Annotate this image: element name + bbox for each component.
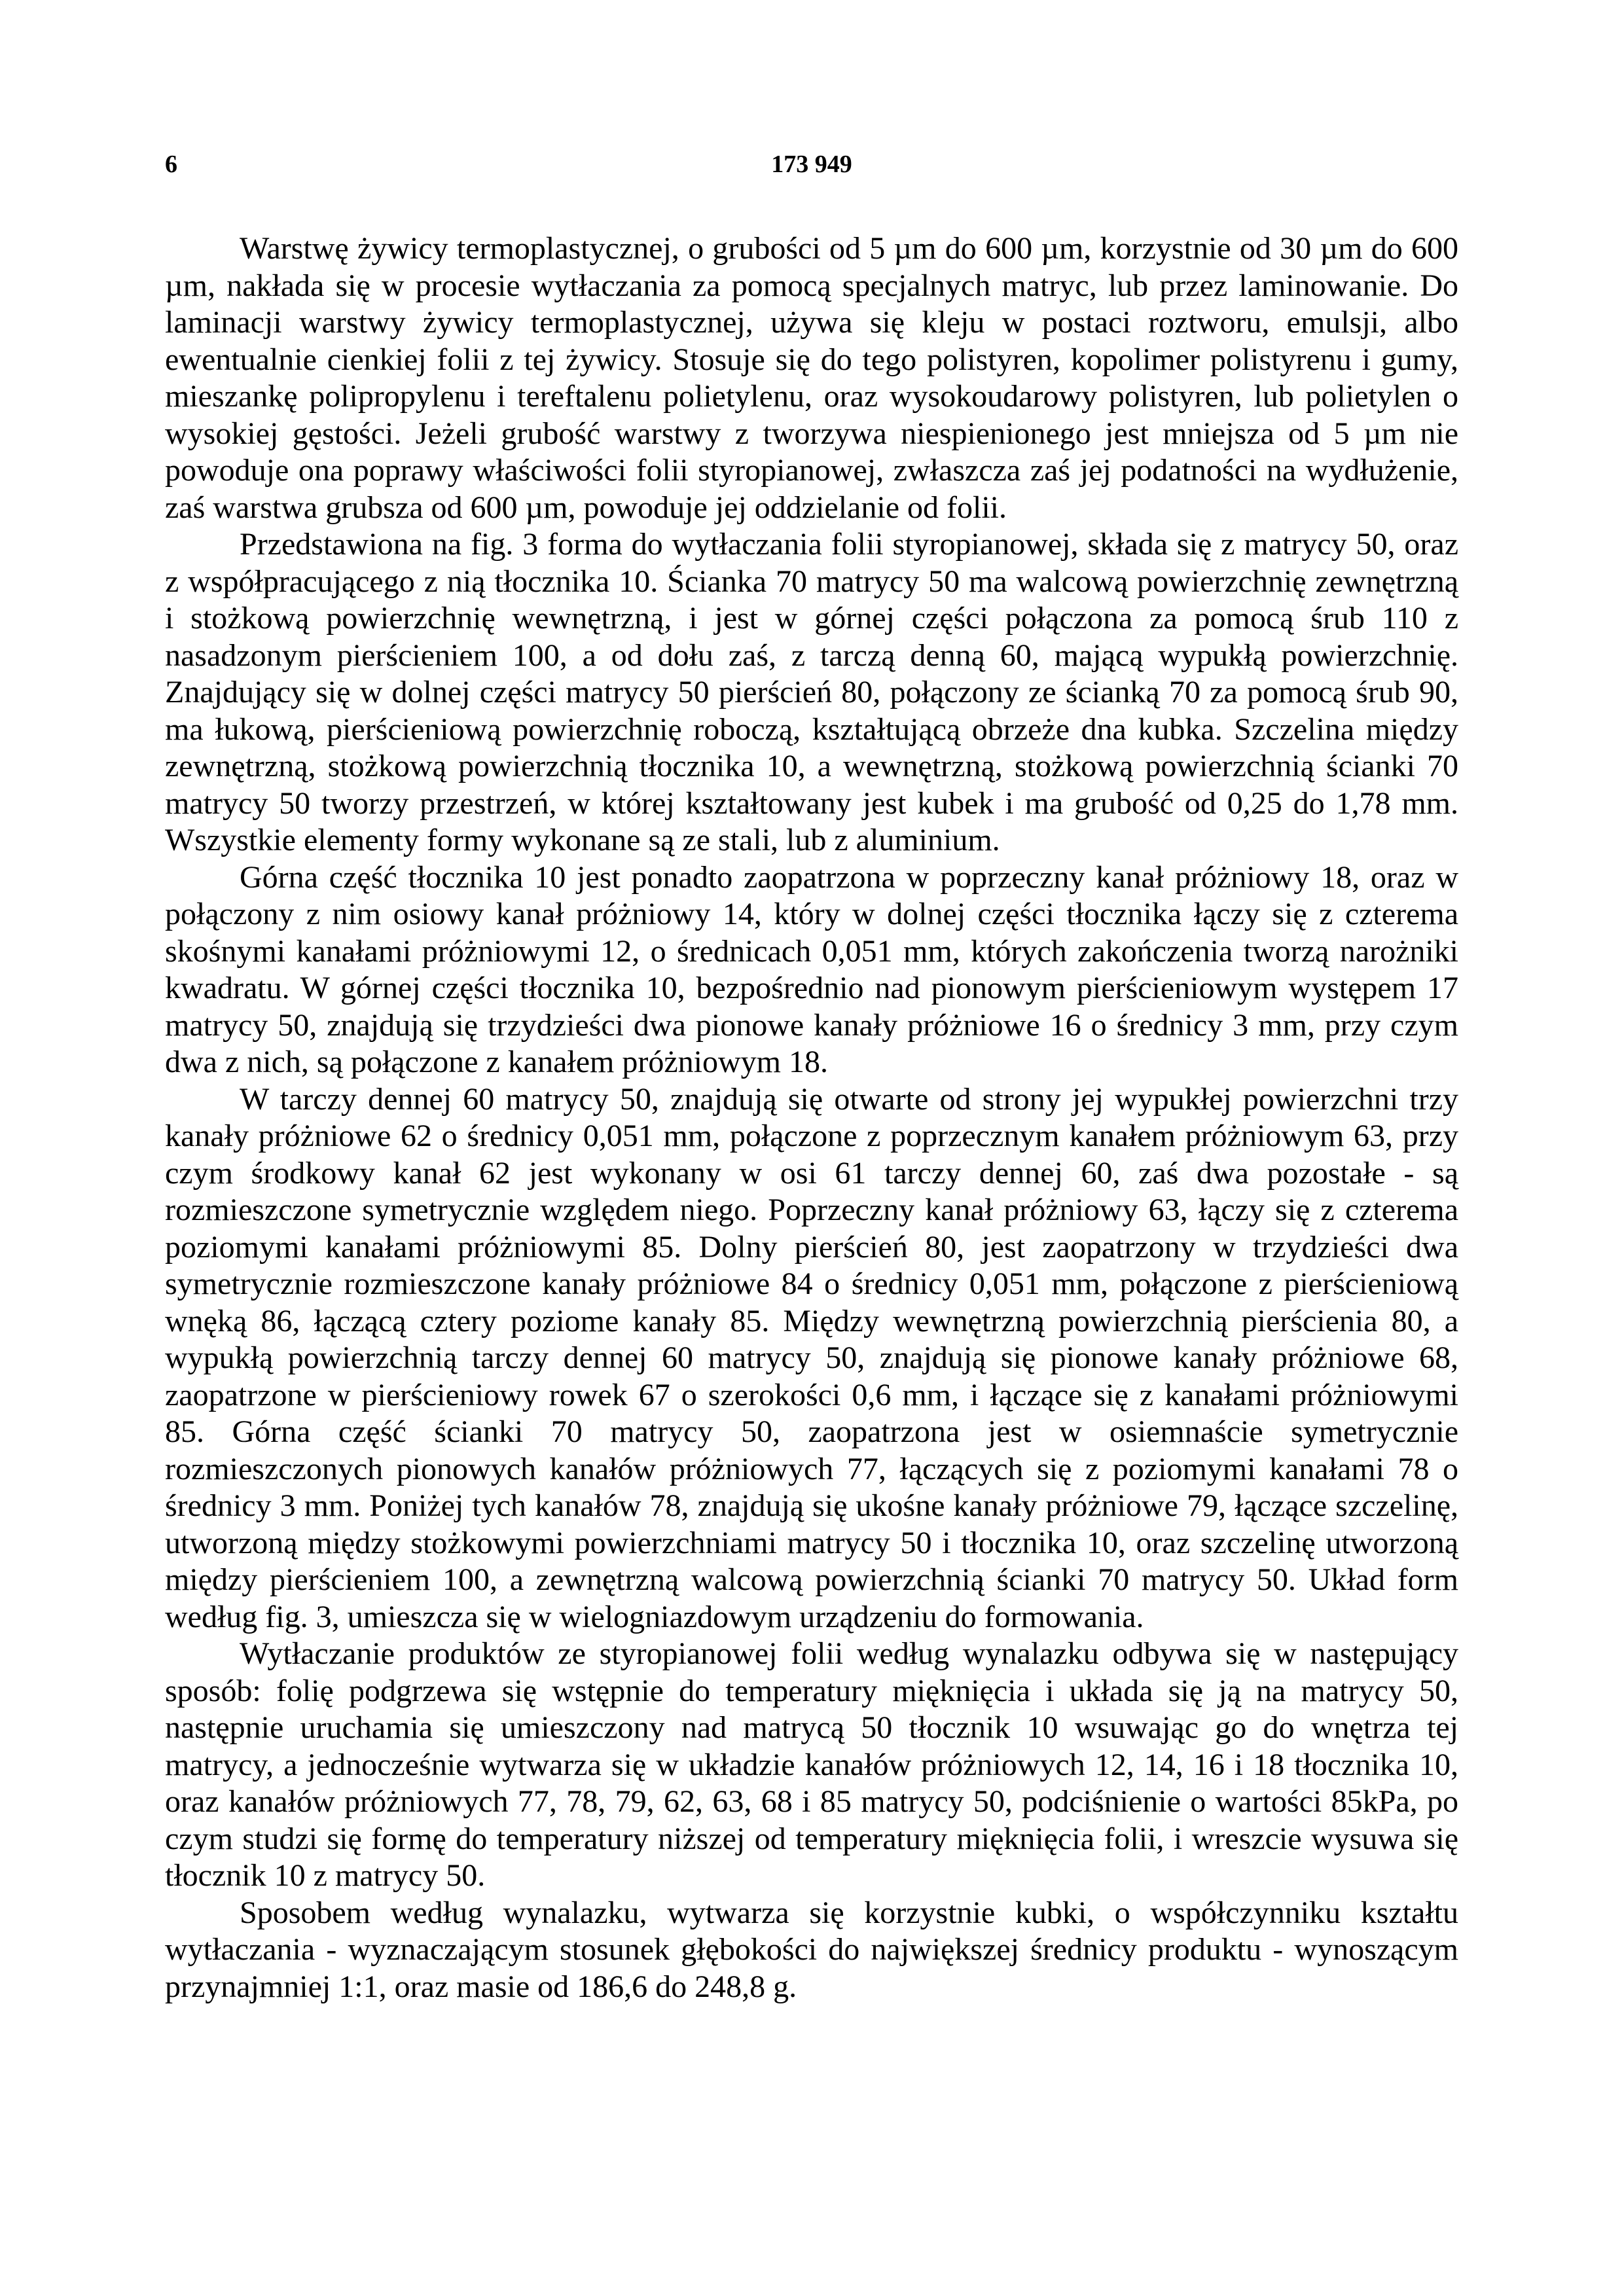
page-number: 6 (165, 151, 177, 178)
paragraph-resin-layer: Warstwę żywicy termoplastycznej, o grubości od 5 µm do 600 µm, korzystnie od 30 µm do 600 µm, nakłada się w procesie wytłaczania za pomocą specjalnych matryc, lub przez laminowanie. Do laminacji warstwy żywicy termoplastycznej, używa się kleju w postaci roztworu, emulsji, albo ewentualnie cienkiej folii z tej żywicy. Stosuje się do tego polistyren, kopolimer polistyrenu i gumy, mieszankę polipropylenu i tereftalenu polietylenu, oraz wysokoudarowy polistyren, lub polietylen o wysokiej gęstości. Jeżeli grubość warstwy z tworzywa niespienionego jest mniejsza od 5 µm nie powoduje ona poprawy właściwości folii styropianowej, zwłaszcza zaś jej podatności na wydłużenie, zaś warstwa grubsza od 600 µm, powoduje jej oddzielanie od folii. (165, 231, 1458, 525)
paragraph-punch-channels: Górna część tłocznika 10 jest ponadto zaopatrzona w poprzeczny kanał próżniowy 18, oraz w połączony z nim osiowy kanał próżniowy 14, który w dolnej części tłocznika łączy się z czterema skośnymi kanałami próżniowymi 12, o średnicach 0,051 mm, których zakończenia tworzą narożniki kwadratu. W górnej części tłocznika 10, bezpośrednio nad pionowym pierścieniowym występem 17 matrycy 50, znajdują się trzydzieści dwa pionowe kanały próżniowe 16 o średnicy 3 mm, przy czym dwa z nich, są połączone z kanałem próżniowym 18. (165, 859, 1458, 1079)
patent-number: 173 949 (771, 151, 852, 178)
paragraph-mold-description: Przedstawiona na fig. 3 forma do wytłaczania folii styropianowej, składa się z matrycy 50, oraz z współpracującego z nią tłocznika 10. Ścianka 70 matrycy 50 ma walcową powierzchnię zewnętrzną i stożkową powierzchnię wewnętrzną, i jest w górnej części połączona za pomocą śrub 110 z nasadzonym pierścieniem 100, a od dołu zaś, z tarczą denną 60, mającą wypukłą powierzchnię. Znajdujący się w dolnej części matrycy 50 pierścień 80, połączony ze ścianką 70 za pomocą śrub 90, ma łukową, pierścieniową powierzchnię roboczą, kształtującą obrzeże dna kubka. Szczelina między zewnętrzną, stożkową powierzchnią tłocznika 10, a wewnętrzną, stożkową powierzchnią ścianki 70 matrycy 50 tworzy przestrzeń, w której kształtowany jest kubek i ma grubość od 0,25 do 1,78 mm. Wszystkie elementy formy wykonane są ze stali, lub z aluminium. (165, 527, 1458, 857)
paragraph-bottom-disc-channels: W tarczy dennej 60 matrycy 50, znajdują się otwarte od strony jej wypukłej powierzchni trzy kanały próżniowe 62 o średnicy 0,051 mm, połączone z poprzecznym kanałem próżniowym 63, przy czym środkowy kanał 62 jest wykonany w osi 61 tarczy dennej 60, zaś dwa pozostałe - są rozmieszczone symetrycznie względem niego. Poprzeczny kanał próżniowy 63, łączy się z czterema poziomymi kanałami próżniowymi 85. Dolny pierścień 80, jest zaopatrzony w trzydzieści dwa symetrycznie rozmieszczone kanały próżniowe 84 o średnicy 0,051 mm, połączone z pierścieniową wnęką 86, łączącą cztery poziome kanały 85. Między wewnętrzną powierzchnią pierścienia 80, a wypukłą powierzchnią tarczy dennej 60 matrycy 50, znajdują się pionowe kanały próżniowe 68, zaopatrzone w pierścieniowy rowek 67 o szerokości 0,6 mm, i łączące się z kanałami próżniowymi 85. Górna część ścianki 70 matrycy 50, zaopatrzona jest w osiemnaście symetrycznie rozmieszczonych pionowych kanałów próżniowych 77, łączących się z poziomymi kanałami 78 o średnicy 3 mm. Poniżej tych kanałów 78, znajdują się ukośne kanały próżniowe 79, łączące szczelinę, utworzoną między stożkowymi powierzchniami matrycy 50 i tłocznika 10, oraz szczelinę utworzoną między pierścieniem 100, a zewnętrzną walcową powierzchnią ścianki 70 matrycy 50. Układ form według fig. 3, umieszcza się w wielogniazdowym urządzeniu do formowania. (165, 1081, 1458, 1634)
paragraph-extrusion-process: Wytłaczanie produktów ze styropianowej folii według wynalazku odbywa się w następujący sposób: folię podgrzewa się wstępnie do temperatury mięknięcia i układa się ją na matrycy 50, następnie uruchamia się umieszczony nad matrycą 50 tłocznik 10 wsuwając go do wnętrza tej matrycy, a jednocześnie wytwarza się w układzie kanałów próżniowych 12, 14, 16 i 18 tłocznika 10, oraz kanałów próżniowych 77, 78, 79, 62, 63, 68 i 85 matrycy 50, podciśnienie o wartości 85kPa, po czym studzi się formę do temperatury niższej od temperatury mięknięcia folii, i wreszcie wysuwa się tłocznik 10 z matrycy 50. (165, 1636, 1458, 1893)
paragraph-result: Sposobem według wynalazku, wytwarza się korzystnie kubki, o współczynniku kształtu wytłaczania - wyznaczającym stosunek głębokości do największej średnicy produktu - wynoszącym przynajmniej 1:1, oraz masie od 186,6 do 248,8 g. (165, 1895, 1458, 2004)
body-text (165, 230, 1458, 2005)
